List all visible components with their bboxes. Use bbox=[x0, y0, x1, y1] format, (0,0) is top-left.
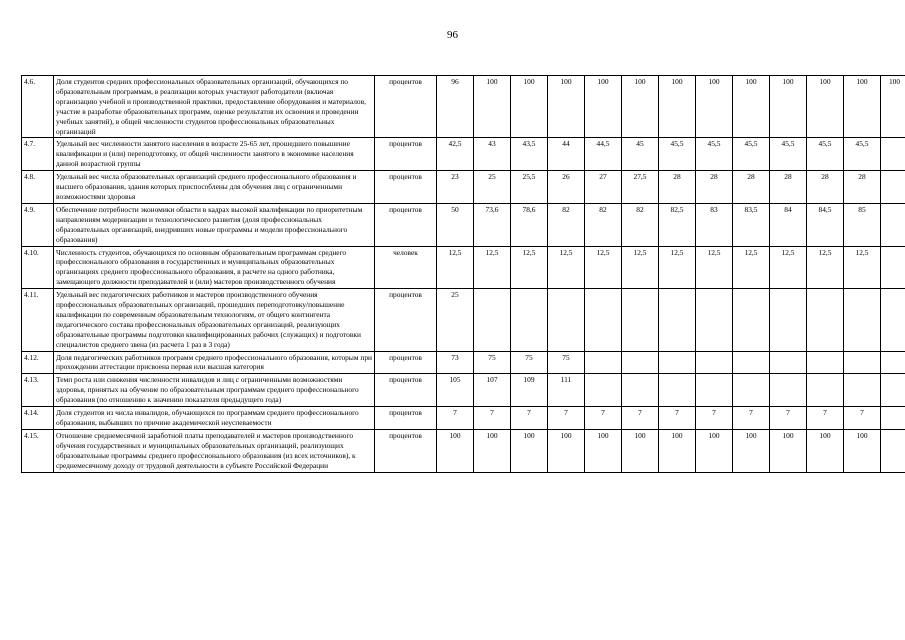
indicator-value bbox=[733, 289, 770, 351]
indicator-value bbox=[622, 289, 659, 351]
indicator-value: 100 bbox=[881, 76, 905, 138]
table-row bbox=[22, 407, 905, 430]
indicator-value: 100 bbox=[548, 429, 585, 472]
indicator-value: 82 bbox=[622, 203, 659, 246]
indicator-value: 7 bbox=[548, 407, 585, 430]
unit-of-measure: процентов bbox=[375, 203, 437, 246]
indicator-value: 100 bbox=[474, 429, 511, 472]
indicator-value bbox=[844, 351, 881, 374]
indicator-value: 50 bbox=[437, 203, 474, 246]
indicator-value: 45,5 bbox=[696, 138, 733, 171]
indicator-value: 83,5 bbox=[733, 203, 770, 246]
indicator-value: 45,5 bbox=[659, 138, 696, 171]
indicator-value: 26 bbox=[548, 171, 585, 204]
indicator-value bbox=[733, 374, 770, 407]
indicator-value bbox=[548, 289, 585, 351]
indicator-value bbox=[659, 351, 696, 374]
indicator-value bbox=[696, 351, 733, 374]
row-number: 4.6. bbox=[22, 76, 54, 138]
indicator-value bbox=[881, 351, 905, 374]
indicator-value: 100 bbox=[474, 76, 511, 138]
indicator-value: 100 bbox=[844, 76, 881, 138]
indicator-value: 7 bbox=[511, 407, 548, 430]
indicator-value bbox=[659, 374, 696, 407]
indicator-value: 27,5 bbox=[622, 171, 659, 204]
indicator-value bbox=[622, 374, 659, 407]
row-number: 4.13. bbox=[22, 374, 54, 407]
indicator-value bbox=[585, 374, 622, 407]
indicator-value: 28 bbox=[696, 171, 733, 204]
indicator-value: 100 bbox=[733, 429, 770, 472]
indicator-value bbox=[474, 289, 511, 351]
indicator-value: 96 bbox=[437, 76, 474, 138]
row-number: 4.7. bbox=[22, 138, 54, 171]
row-number: 4.10. bbox=[22, 246, 54, 289]
indicator-value: 12,5 bbox=[511, 246, 548, 289]
unit-of-measure: процентов bbox=[375, 76, 437, 138]
indicator-value: 100 bbox=[437, 429, 474, 472]
indicator-value: 82 bbox=[548, 203, 585, 246]
table-row bbox=[22, 171, 905, 204]
unit-of-measure: процентов bbox=[375, 351, 437, 374]
indicator-value: 28 bbox=[770, 171, 807, 204]
indicator-value: 7 bbox=[807, 407, 844, 430]
indicator-value bbox=[807, 374, 844, 407]
indicator-value bbox=[622, 351, 659, 374]
indicator-value: 75 bbox=[474, 351, 511, 374]
indicator-value: 7 bbox=[585, 407, 622, 430]
indicator-value: 100 bbox=[511, 429, 548, 472]
indicator-value: 7 bbox=[659, 407, 696, 430]
unit-of-measure: процентов bbox=[375, 429, 437, 472]
unit-of-measure: процентов bbox=[375, 407, 437, 430]
row-number: 4.11. bbox=[22, 289, 54, 351]
indicator-value: 45,5 bbox=[844, 138, 881, 171]
indicator-value: 7 bbox=[844, 407, 881, 430]
indicator-value: 45,5 bbox=[770, 138, 807, 171]
indicator-value bbox=[585, 289, 622, 351]
indicator-description: Отношение среднемесячной заработной платы преподавателей и мастеров производственного обучения государственных и муниципальных образовательных организаций, реализующих образовательные программы среднего профессионального образования (из всех источников), к среднемесячному доходу от трудовой деятельности в субъекте Российской Федерации bbox=[54, 429, 375, 472]
indicator-value: 12,5 bbox=[807, 246, 844, 289]
indicator-description: Удельный вес педагогических работников и мастеров производственного обучения профессиональных образовательных организаций, прошедших переподготовку/повышение квалификации по современным образовательным технологиям, от общего контингента педагогического состава профессиональных образовательных организаций, реализующих образовательные программы подготовки квалифицированных рабочих (служащих) и подготовки специалистов среднего звена (из расчета 1 раз в 3 года) bbox=[54, 289, 375, 351]
table-row bbox=[22, 374, 905, 407]
indicator-value: 12,5 bbox=[474, 246, 511, 289]
indicator-value: 12,5 bbox=[659, 246, 696, 289]
table-row bbox=[22, 76, 905, 138]
indicator-value: 25 bbox=[474, 171, 511, 204]
row-number: 4.12. bbox=[22, 351, 54, 374]
indicator-description: Доля педагогических работников программ среднего профессионального образования, которым при прохождении аттестации присвоена первая или высшая категория bbox=[54, 351, 375, 374]
indicator-description: Удельный вес числа образовательных организаций среднего профессионального образования и высшего образования, здания которых приспособлены для обучения лиц с ограниченными возможностями здоровья bbox=[54, 171, 375, 204]
indicator-value: 85 bbox=[844, 203, 881, 246]
indicator-value: 12,5 bbox=[733, 246, 770, 289]
indicator-value bbox=[770, 289, 807, 351]
indicator-value: 44,5 bbox=[585, 138, 622, 171]
indicator-value: 25 bbox=[437, 289, 474, 351]
indicator-value: 100 bbox=[733, 76, 770, 138]
unit-of-measure: процентов bbox=[375, 374, 437, 407]
table-row bbox=[22, 289, 905, 351]
indicator-value: 100 bbox=[844, 429, 881, 472]
indicator-value: 23 bbox=[437, 171, 474, 204]
indicator-value: 100 bbox=[659, 76, 696, 138]
page-number: 96 bbox=[447, 29, 458, 41]
indicator-value: 100 bbox=[696, 76, 733, 138]
indicator-value bbox=[511, 289, 548, 351]
indicator-value bbox=[733, 351, 770, 374]
unit-of-measure: процентов bbox=[375, 289, 437, 351]
indicator-value bbox=[696, 289, 733, 351]
unit-of-measure: процентов bbox=[375, 171, 437, 204]
indicator-value: 12,5 bbox=[622, 246, 659, 289]
indicator-value bbox=[881, 171, 905, 204]
indicator-value bbox=[770, 351, 807, 374]
indicator-description: Доля студентов средних профессиональных образовательных организаций, обучающихся по образовательным программам, в реализации которых участвуют работодатели (включая организацию учебной и производственной практики, предоставление оборудования и материалов, участие в разработке образовательных программ, оценке результатов их освоения и проведении учебных занятий), в общей численности студентов профессиональных образовательных организаций bbox=[54, 76, 375, 138]
indicator-value: 28 bbox=[733, 171, 770, 204]
indicator-value: 43 bbox=[474, 138, 511, 171]
indicator-value: 100 bbox=[511, 76, 548, 138]
indicator-value: 75 bbox=[511, 351, 548, 374]
indicator-value: 28 bbox=[844, 171, 881, 204]
indicator-value: 75 bbox=[548, 351, 585, 374]
table-row bbox=[22, 351, 905, 374]
indicators-table bbox=[21, 75, 905, 473]
indicator-value: 44 bbox=[548, 138, 585, 171]
indicator-value: 100 bbox=[807, 76, 844, 138]
indicator-value: 7 bbox=[733, 407, 770, 430]
indicator-value: 7 bbox=[770, 407, 807, 430]
indicator-value: 7 bbox=[474, 407, 511, 430]
indicator-value: 28 bbox=[659, 171, 696, 204]
indicator-description: Обеспечение потребности экономики области в кадрах высокой квалификации по приоритетным направлениям модернизации и технологического развития (доля профессиональных образовательных организаций, внедривших новые программы и модели профессионального образования) bbox=[54, 203, 375, 246]
indicator-value: 12,5 bbox=[770, 246, 807, 289]
row-number: 4.9. bbox=[22, 203, 54, 246]
indicator-value: 100 bbox=[548, 76, 585, 138]
indicator-value: 7 bbox=[696, 407, 733, 430]
indicator-value bbox=[881, 138, 905, 171]
indicator-value: 100 bbox=[585, 429, 622, 472]
indicator-value: 25,5 bbox=[511, 171, 548, 204]
indicator-value bbox=[881, 429, 905, 472]
indicator-value bbox=[844, 374, 881, 407]
indicator-value bbox=[881, 203, 905, 246]
indicator-value: 27 bbox=[585, 171, 622, 204]
indicator-value: 111 bbox=[548, 374, 585, 407]
indicator-value: 12,5 bbox=[437, 246, 474, 289]
indicator-value: 12,5 bbox=[585, 246, 622, 289]
indicator-value bbox=[881, 407, 905, 430]
indicator-value bbox=[881, 246, 905, 289]
indicator-value: 109 bbox=[511, 374, 548, 407]
indicator-value: 12,5 bbox=[696, 246, 733, 289]
indicator-value: 100 bbox=[770, 429, 807, 472]
indicator-value: 45,5 bbox=[733, 138, 770, 171]
indicator-value: 7 bbox=[437, 407, 474, 430]
table-body bbox=[22, 76, 905, 473]
indicator-value: 100 bbox=[807, 429, 844, 472]
indicator-value: 12,5 bbox=[548, 246, 585, 289]
indicator-value bbox=[807, 351, 844, 374]
indicator-value bbox=[881, 289, 905, 351]
indicator-value: 78,6 bbox=[511, 203, 548, 246]
indicator-value bbox=[807, 289, 844, 351]
indicator-value: 100 bbox=[585, 76, 622, 138]
indicator-value: 82 bbox=[585, 203, 622, 246]
indicator-description: Численность студентов, обучающихся по основным образовательным программам среднего профессионального образования в государственных и муниципальных образовательных организациях среднего профессионального образования, в расчете на одного работника, замещающего должности преподавателей и (или) мастеров производственного обучения bbox=[54, 246, 375, 289]
indicator-value: 100 bbox=[696, 429, 733, 472]
indicator-value: 7 bbox=[622, 407, 659, 430]
table-row bbox=[22, 203, 905, 246]
indicator-value: 100 bbox=[622, 429, 659, 472]
indicator-value: 107 bbox=[474, 374, 511, 407]
indicator-value bbox=[659, 289, 696, 351]
indicator-value: 45 bbox=[622, 138, 659, 171]
indicator-value: 82,5 bbox=[659, 203, 696, 246]
indicator-value bbox=[881, 374, 905, 407]
indicator-value bbox=[844, 289, 881, 351]
indicator-value bbox=[770, 374, 807, 407]
unit-of-measure: процентов bbox=[375, 138, 437, 171]
indicator-value: 45,5 bbox=[807, 138, 844, 171]
indicator-value: 43,5 bbox=[511, 138, 548, 171]
indicator-value: 83 bbox=[696, 203, 733, 246]
indicator-value: 42,5 bbox=[437, 138, 474, 171]
indicator-value bbox=[585, 351, 622, 374]
indicator-value: 28 bbox=[807, 171, 844, 204]
unit-of-measure: человек bbox=[375, 246, 437, 289]
indicator-value: 100 bbox=[622, 76, 659, 138]
table-row bbox=[22, 429, 905, 472]
indicator-value: 105 bbox=[437, 374, 474, 407]
row-number: 4.15. bbox=[22, 429, 54, 472]
indicator-value: 100 bbox=[659, 429, 696, 472]
table-row bbox=[22, 138, 905, 171]
indicator-value bbox=[696, 374, 733, 407]
row-number: 4.14. bbox=[22, 407, 54, 430]
indicator-description: Темп роста или снижения численности инвалидов и лиц с ограниченными возможностями здоровья, принятых на обучение по образовательным программам среднего профессионального образования (по отношению к значению показателя предыдущего года) bbox=[54, 374, 375, 407]
indicator-description: Доля студентов из числа инвалидов, обучающихся по программам среднего профессионального образования, выбывших по причине академической неуспеваемости bbox=[54, 407, 375, 430]
indicator-value: 73 bbox=[437, 351, 474, 374]
table-row bbox=[22, 246, 905, 289]
indicator-description: Удельный вес численности занятого населения в возрасте 25-65 лет, прошедшего повышение квалификации и (или) переподготовку, от общей численности занятого в экономике населения данной возрастной группы bbox=[54, 138, 375, 171]
row-number: 4.8. bbox=[22, 171, 54, 204]
indicator-value: 100 bbox=[770, 76, 807, 138]
indicator-value: 12,5 bbox=[844, 246, 881, 289]
indicator-value: 84 bbox=[770, 203, 807, 246]
indicator-value: 84,5 bbox=[807, 203, 844, 246]
indicator-value: 73,6 bbox=[474, 203, 511, 246]
